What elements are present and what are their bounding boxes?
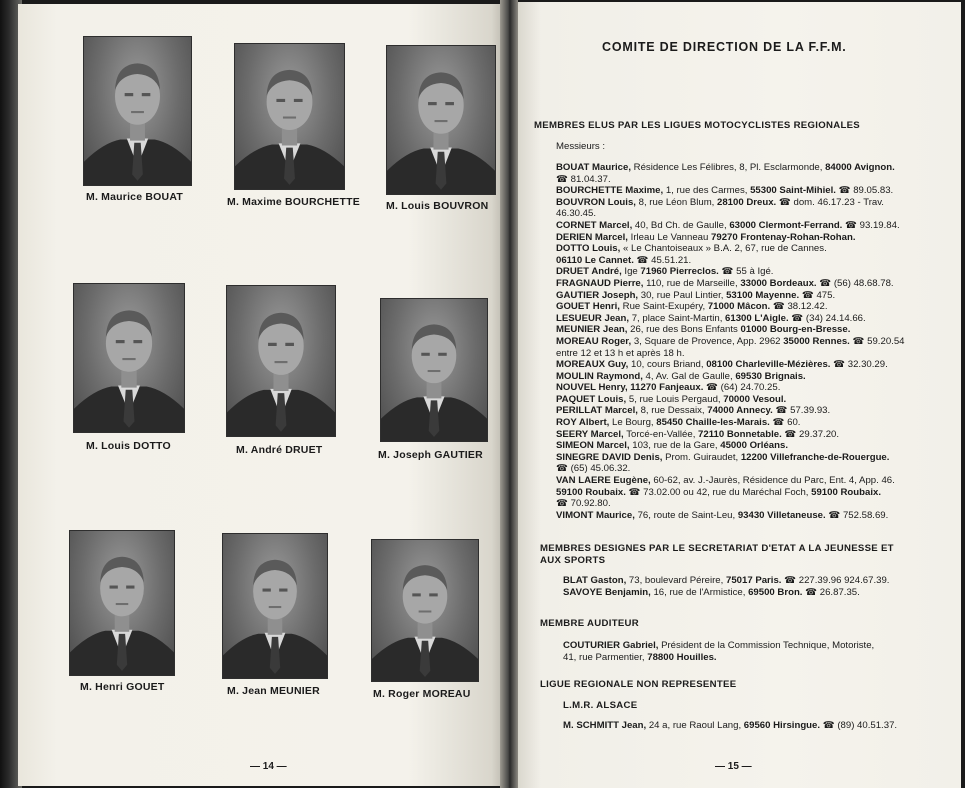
portrait-photo [69,530,175,676]
portrait-silhouette [223,534,327,678]
directory-line [556,452,905,464]
directory-line [556,440,905,452]
entry-text: ☎ 93.19.84. [842,219,900,231]
portrait-photo [380,298,488,442]
entry-name-or-place: PERILLAT Marcel, [556,405,638,417]
entry-name-or-place: 71000 Mâcon. [707,301,771,313]
entry-name-or-place: 61300 L'Aigle. [725,312,789,324]
entry-name-or-place: DOTTO Louis, [556,243,621,255]
directory-line [556,487,905,499]
entry-name-or-place: BOUVRON Louis, [556,196,636,208]
portrait-photo [83,36,192,186]
entry-name-or-place: LESUEUR Jean, [556,312,630,324]
directory-line [556,243,905,255]
portrait-silhouette [381,299,487,441]
portrait-caption: M. Henri GOUET [80,681,165,693]
entry-text: 5, rue Louis Pergaud, [626,393,724,405]
entry-text: 24 a, rue Raoul Lang, [646,720,744,731]
entry-name-or-place: 85450 Chaille-les-Marais. [656,417,770,429]
entry-name-or-place: 69500 Bron. [748,586,803,598]
portrait-photo [386,45,496,195]
directory-line [556,382,905,394]
entry-text: Torcé-en-Vallée, [623,428,699,440]
entry-name-or-place: SEERY Marcel, [556,428,624,440]
directory-line [556,348,905,360]
entry-name-or-place: 71960 Pierreclos. [640,266,719,278]
portrait-caption: M. Roger MOREAU [373,688,471,700]
entry-name-or-place: 45000 Orléans. [720,440,788,452]
page-title: COMITE DE DIRECTION DE LA F.F.M. [602,40,847,54]
entry-name-or-place: M. SCHMITT [563,720,619,731]
portrait-silhouette [70,531,174,675]
entry-name-or-place: VAN LAERE Eugène, [556,475,651,487]
entry-name-or-place: 72110 Bonnetable. [698,428,782,440]
directory-line [556,405,905,417]
directory-line [556,278,905,290]
entry-text: 110, rue de Marseille, [643,277,741,289]
directory-line [556,232,905,244]
entry-name-or-place: 70000 Vesoul. [723,393,787,405]
portrait-silhouette [227,286,335,436]
entry-text: ☎ 475. [799,289,836,301]
directory-line [556,475,905,487]
entry-name-or-place: 08100 Charleville-Mézières. [706,359,831,371]
directory-line [556,324,905,336]
entry-name-or-place: CORNET Marcel, [556,219,633,231]
section-heading-auditor: MEMBRE AUDITEUR [540,618,640,629]
entry-name-or-place: 28100 Dreux. [717,196,777,208]
directory-line [556,429,905,441]
salutation-text: Messieurs : [556,141,606,152]
portrait-caption: M. Joseph GAUTIER [378,449,483,461]
entry-name-or-place: GAUTIER Joseph, [556,289,639,301]
designated-members-list [563,575,889,598]
entry-text: 7, place Saint-Martin, [629,312,726,324]
entry-text: ☎ 752.58.69. [825,509,889,521]
entry-name-or-place: 11270 Fanjeaux. [630,382,704,394]
entry-name-or-place: SAVOYE Benjamin, [563,586,651,598]
league-name: L.M.R. ALSACE [563,700,638,711]
directory-line [556,498,905,510]
entry-text: ☎ 45.51.21. [633,254,692,266]
directory-line [556,290,905,302]
entry-name-or-place: 74000 Annecy. [707,405,773,417]
portrait-silhouette [387,46,495,194]
entry-name-or-place: MEUNIER Jean, [556,324,628,336]
entry-name-or-place: 33000 Bordeaux. [740,277,817,289]
entry-text: ☎ 70.92.80. [556,498,611,510]
directory-line [556,197,905,209]
entry-name-or-place: BOUAT Maurice, [556,162,631,173]
portrait-caption: M. Jean MEUNIER [227,685,320,697]
directory-line [556,185,905,197]
entry-text: Prom. Guiraudet, [662,451,741,463]
entry-name-or-place: DERIEN Marcel, [556,231,628,243]
entry-text: ☎ 57.39.93. [772,405,831,417]
entry-text: 60-62, av. J.-Jaurès, Résidence du Parc, Ent. 4, App. 46. [650,475,895,487]
portrait-caption: M. Louis BOUVRON [386,200,489,212]
portrait-photo [371,539,479,682]
directory-line [556,255,905,267]
directory-line [563,587,889,599]
entry-name-or-place: COUTURIER Gabriel, [563,640,659,651]
entry-text: 3, Square de Provence, App. 2962 [631,335,784,347]
entry-name-or-place: Jean, [618,720,647,731]
directory-line [556,510,905,522]
entry-name-or-place: 06110 Le Cannet. [556,254,634,266]
directory-line [563,575,889,587]
entry-name-or-place: 75017 Paris. [725,575,782,586]
entry-text: ☎ 32.30.29. [830,359,888,371]
entry-name-or-place: 93430 Villetaneuse. [737,509,826,521]
entry-text: ☎ (89) 40.51.37. [820,720,898,731]
entry-text: 76, route de Saint-Leu, [634,509,738,521]
entry-text: ☎ (64) 24.70.25. [703,382,781,394]
entry-text: entre 12 et 13 h et après 18 h. [556,347,685,359]
entry-text: Ige [621,266,641,278]
entry-text: ☎ 29.37.20. [781,428,840,440]
entry-name-or-place: PAQUET Louis, [556,393,627,405]
directory-line [556,313,905,325]
entry-name-or-place: SIMEON Marcel, [556,440,630,452]
entry-text: Rue Saint-Exupéry, [619,301,708,313]
entry-name-or-place: 63000 Clermont-Ferrand. [729,219,843,231]
entry-name-or-place: DRUET André, [556,266,622,278]
entry-name-or-place: 55300 Saint-Mihiel. [750,185,836,197]
entry-text: 73, boulevard Péreire, [626,575,726,586]
entry-text: « Le Chantoiseaux » B.A. 2, 67, rue de Cannes. [620,243,827,255]
section-heading-designated-cont: AUX SPORTS [540,555,606,566]
directory-line [556,220,905,232]
directory-line [563,652,874,664]
portrait-photo [226,285,336,437]
entry-text: 4, Av. Gal de Gaulle, [642,370,736,382]
entry-text: ☎ 60. [769,417,801,429]
entry-text: ☎ dom. 46.17.23 - Trav. [776,196,884,208]
entry-name-or-place: SINEGRE DAVID Denis, [556,451,663,463]
entry-name-or-place: 59100 Roubaix. [811,486,881,498]
portrait-photo [234,43,345,190]
portrait-caption: M. Louis DOTTO [86,440,171,452]
entry-text: ☎ 227.39.96 924.67.39. [781,575,890,586]
directory-line [556,336,905,348]
entry-name-or-place: 35000 Rennes. [783,335,850,347]
entry-name-or-place: VIMONT Maurice, [556,509,635,521]
entry-text: ☎ 26.87.35. [802,586,860,598]
section-heading-elected: MEMBRES ELUS PAR LES LIGUES MOTOCYCLISTES REGIONALES [534,120,861,131]
directory-line [556,394,905,406]
section-heading-designated: MEMBRES DESIGNES PAR LE SECRETARIAT D'ETAT A LA JEUNESSE ET [540,543,894,554]
entry-text: ☎ (34) 24.14.66. [788,312,866,324]
entry-text: Le Bourg, [609,417,657,429]
entry-name-or-place: GOUET Henri, [556,301,620,313]
portrait-silhouette [235,44,344,189]
directory-line [556,417,905,429]
directory-line [556,301,905,313]
entry-name-or-place: 78800 Houilles. [647,651,717,663]
entry-text: 8, rue Dessaix, [637,405,708,417]
directory-line [556,371,905,383]
entry-text: 1, rue des Carmes, [663,185,751,197]
entry-name-or-place: FRAGNAUD Pierre, [556,277,644,289]
directory-line [556,208,905,220]
entry-name-or-place: NOUVEL Henry, [556,382,628,394]
directory-line [556,174,905,186]
portrait-caption: M. Maurice BOUAT [86,191,183,203]
entry-name-or-place: MOREAU Roger, [556,335,632,347]
section-heading-unrepresented: LIGUE REGIONALE NON REPRESENTEE [540,679,737,690]
entry-text: ☎ 55 à Igé. [718,266,774,278]
entry-name-or-place: 53100 Mayenne. [726,289,800,301]
entry-text: ☎ 38.12.42. [770,301,828,313]
entry-name-or-place: MOREAUX Guy, [556,359,629,371]
entry-text: 8, rue Léon Blum, [635,196,718,208]
entry-name-or-place: 79270 Frontenay-Rohan-Rohan. [711,231,856,243]
portrait-silhouette [84,37,191,185]
entry-text: ☎ (65) 45.06.32. [556,463,631,475]
entry-text: Président de la Commission Technique, Motoriste, [658,640,875,651]
entry-name-or-place: 01000 Bourg-en-Bresse. [740,324,851,336]
entry-text: ☎ (56) 48.68.78. [816,277,894,289]
directory-line [563,640,874,652]
entry-name-or-place: 69530 Brignais. [735,370,806,382]
entry-name-or-place: ROY Albert, [556,417,610,429]
entry-name-or-place: BLAT Gaston, [563,575,627,586]
entry-text: 16, rue de l'Armistice, [650,586,749,598]
entry-text: ☎ 73.02.00 ou 42, rue du Maréchal Foch, [625,486,812,498]
unrepresented-list [563,720,897,732]
entry-text: 26, rue des Bons Enfants [627,324,741,336]
entry-text: ☎ 81.04.37. [556,173,611,185]
entry-text: 30, rue Paul Lintier, [638,289,727,301]
entry-name-or-place: MOULIN Raymond, [556,370,643,382]
book-gutter [500,0,518,788]
auditor-list [563,640,874,663]
directory-line [556,359,905,371]
portrait-silhouette [372,540,478,681]
entry-text: Résidence Les Félibres, 8, Pl. Esclarmonde, [630,162,826,173]
entry-name-or-place: 84000 Avignon. [825,162,895,173]
directory-line [556,162,905,174]
entry-text: 40, Bd Ch. de Gaulle, [632,219,730,231]
page-number-right: — 15 — [715,761,752,772]
entry-text: ☎ 89.05.83. [835,185,894,197]
directory-line [556,266,905,278]
entry-text: 103, rue de la Gare, [629,440,721,452]
entry-text: Irleau Le Vanneau [627,231,712,243]
portrait-caption: M. Maxime BOURCHETTE [227,196,360,208]
elected-members-list [556,162,905,521]
directory-line [563,720,897,732]
entry-name-or-place: 69560 Hirsingue. [743,720,821,731]
entry-name-or-place: BOURCHETTE Maxime, [556,185,664,197]
portrait-photo [222,533,328,679]
portrait-photo [73,283,185,433]
directory-line [556,463,905,475]
entry-name-or-place: 12200 Villefranche-de-Rouergue. [740,451,890,463]
entry-text: 46.30.45. [556,208,597,220]
entry-name-or-place: 59100 Roubaix. [556,486,626,498]
entry-text: 41, rue Parmentier, [563,651,648,663]
entry-text: 10, cours Briand, [628,359,707,371]
entry-text: ☎ 59.20.54 [849,335,905,347]
portrait-silhouette [74,284,184,432]
portrait-caption: M. André DRUET [236,444,323,456]
page-number-left: — 14 — [250,761,287,772]
salutation [556,141,605,153]
